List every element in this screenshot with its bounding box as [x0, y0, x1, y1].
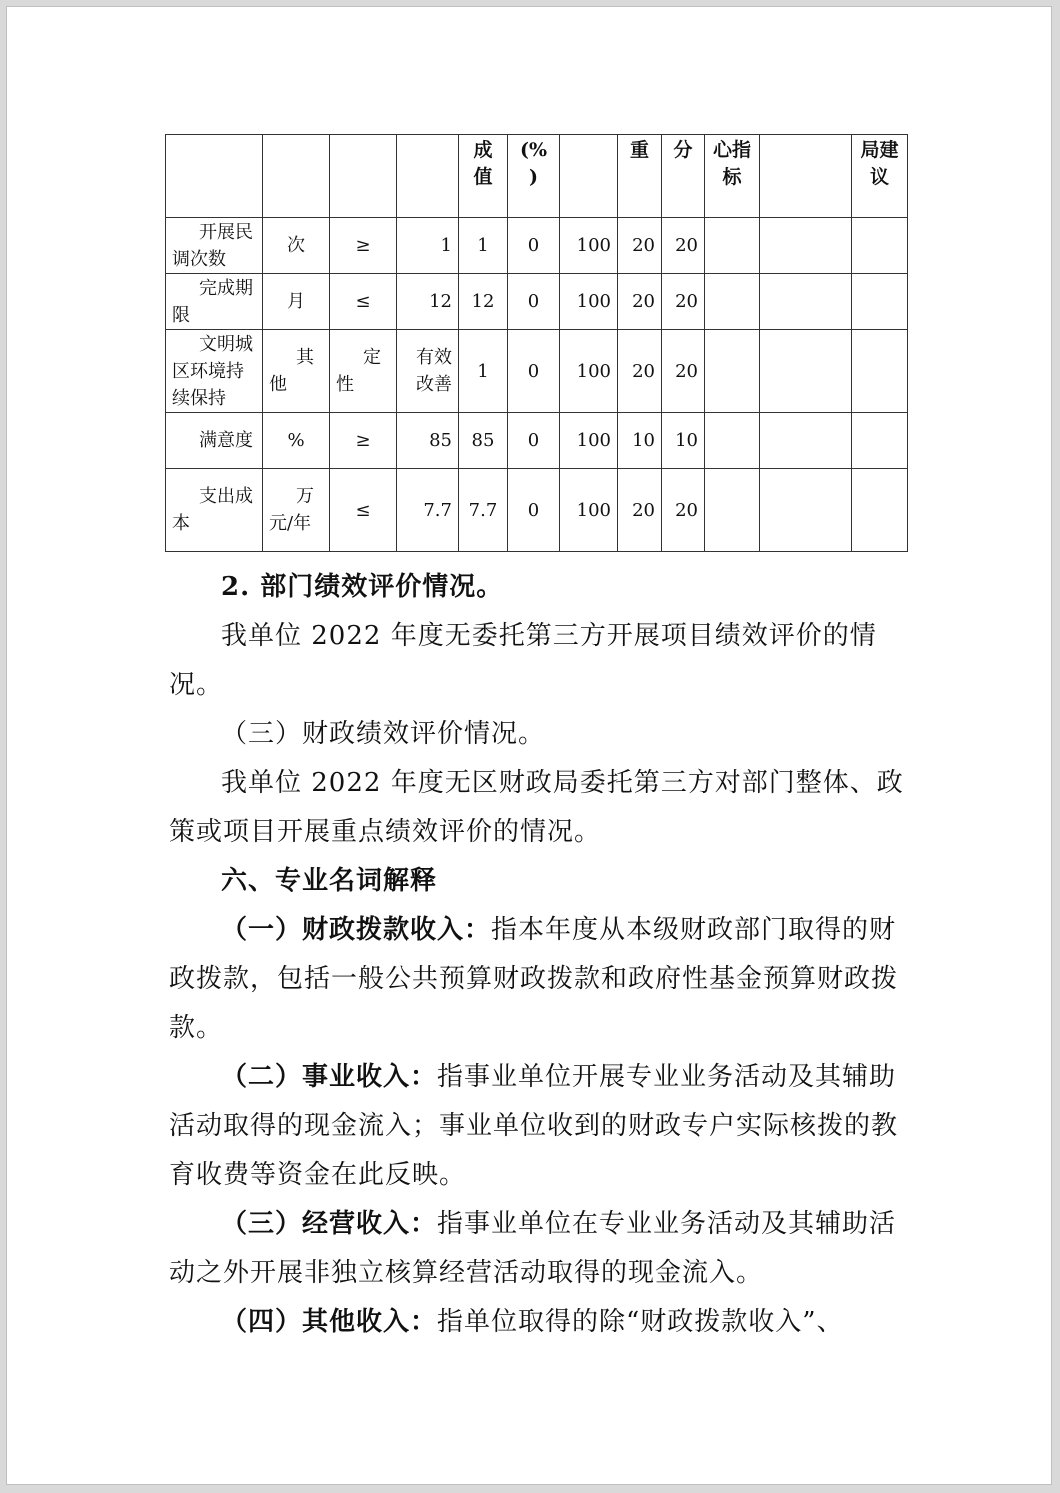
blank-cell: [760, 218, 852, 274]
header-cell: [397, 135, 459, 218]
section-heading: （三）财政绩效评价情况。: [221, 719, 546, 749]
header-cell: [166, 135, 263, 218]
header-cell: 分: [662, 135, 705, 218]
section-heading: 2. 部门绩效评价情况。: [221, 572, 504, 602]
header-cell: 心指标: [705, 135, 760, 218]
header-cell: [263, 135, 330, 218]
target-cell: 12: [397, 274, 459, 330]
indicator-name: 满意度: [166, 413, 263, 469]
completion-cell: 100: [560, 469, 618, 552]
actual-cell: 12: [459, 274, 508, 330]
header-cell: [560, 135, 618, 218]
blank-cell: [760, 469, 852, 552]
target-cell: 85: [397, 413, 459, 469]
deviation-cell: 0: [508, 218, 560, 274]
term-label: （四）其他收入：: [221, 1307, 438, 1337]
weight-cell: 20: [618, 274, 662, 330]
operator-cell: ≤: [330, 469, 397, 552]
term-paragraph: [169, 906, 909, 1053]
completion-cell: 100: [560, 330, 618, 413]
header-cell: 局建议: [852, 135, 908, 218]
indicator-name: 开展民调次数: [166, 218, 263, 274]
suggestion-cell: [852, 469, 908, 552]
performance-table: [165, 134, 908, 552]
operator-cell: ≥: [330, 218, 397, 274]
score-cell: 20: [662, 469, 705, 552]
suggestion-cell: [852, 274, 908, 330]
term-definition: 指单位取得的除“财政拨款收入”、: [437, 1307, 844, 1337]
completion-cell: 100: [560, 274, 618, 330]
indicator-name: 支出成本: [166, 469, 263, 552]
core-indicator-cell: [705, 218, 760, 274]
term-label: （二）事业收入：: [221, 1062, 438, 1092]
indicator-name: 完成期限: [166, 274, 263, 330]
table-row: [166, 218, 908, 274]
header-cell: 成值: [459, 135, 508, 218]
header-cell: 重: [618, 135, 662, 218]
score-cell: 20: [662, 218, 705, 274]
target-cell: 有效改善: [397, 330, 459, 413]
suggestion-cell: [852, 218, 908, 274]
unit-cell: 月: [263, 274, 330, 330]
target-cell: 7.7: [397, 469, 459, 552]
section-heading: 六、专业名词解释: [221, 866, 438, 896]
term-definition: 指本年度从本级财政部门取得的财政拨款，包括一般公共预算财政拨款和政府性基金预算财政拨款。: [169, 915, 899, 1043]
term-definition: 指事业单位开展专业业务活动及其辅助活动取得的现金流入；事业单位收到的财政专户实际核拨的教育收费等资金在此反映。: [169, 1062, 899, 1190]
suggestion-cell: [852, 330, 908, 413]
actual-cell: 7.7: [459, 469, 508, 552]
unit-cell: 万元/年: [263, 469, 330, 552]
term-label: （三）经营收入：: [221, 1209, 438, 1239]
operator-cell: 定性: [330, 330, 397, 413]
core-indicator-cell: [705, 330, 760, 413]
completion-cell: 100: [560, 413, 618, 469]
blank-cell: [760, 330, 852, 413]
suggestion-cell: [852, 413, 908, 469]
term-paragraph: [169, 1200, 909, 1298]
operator-cell: ≥: [330, 413, 397, 469]
term-label: （一）财政拨款收入：: [221, 915, 492, 945]
unit-cell: 次: [263, 218, 330, 274]
weight-cell: 20: [618, 218, 662, 274]
unit-cell: 其他: [263, 330, 330, 413]
deviation-cell: 0: [508, 469, 560, 552]
weight-cell: 10: [618, 413, 662, 469]
score-cell: 20: [662, 330, 705, 413]
weight-cell: 20: [618, 469, 662, 552]
target-cell: 1: [397, 218, 459, 274]
table-row: [166, 469, 908, 552]
term-paragraph: [169, 1053, 909, 1200]
table-header-row: [166, 135, 908, 218]
deviation-cell: 0: [508, 330, 560, 413]
document-page: [6, 6, 1052, 1485]
completion-cell: 100: [560, 218, 618, 274]
score-cell: 10: [662, 413, 705, 469]
paragraph: 我单位 2022 年度无区财政局委托第三方对部门整体、政策或项目开展重点绩效评价的情况。: [169, 768, 904, 847]
blank-cell: [760, 274, 852, 330]
score-cell: 20: [662, 274, 705, 330]
table-row: [166, 274, 908, 330]
actual-cell: 1: [459, 218, 508, 274]
term-definition: 指事业单位在专业业务活动及其辅助活动之外开展非独立核算经营活动取得的现金流入。: [169, 1209, 897, 1288]
weight-cell: 20: [618, 330, 662, 413]
header-cell: [330, 135, 397, 218]
unit-cell: %: [263, 413, 330, 469]
term-paragraph: [169, 1298, 909, 1347]
paragraph: 我单位 2022 年度无委托第三方开展项目绩效评价的情况。: [169, 621, 877, 700]
actual-cell: 1: [459, 330, 508, 413]
header-cell: [760, 135, 852, 218]
core-indicator-cell: [705, 274, 760, 330]
header-cell: (%): [508, 135, 560, 218]
actual-cell: 85: [459, 413, 508, 469]
table-row: [166, 330, 908, 413]
core-indicator-cell: [705, 469, 760, 552]
deviation-cell: 0: [508, 274, 560, 330]
body-text: [169, 563, 909, 1347]
core-indicator-cell: [705, 413, 760, 469]
blank-cell: [760, 413, 852, 469]
table-row: [166, 413, 908, 469]
deviation-cell: 0: [508, 413, 560, 469]
operator-cell: ≤: [330, 274, 397, 330]
indicator-name: 文明城区环境持续保持: [166, 330, 263, 413]
